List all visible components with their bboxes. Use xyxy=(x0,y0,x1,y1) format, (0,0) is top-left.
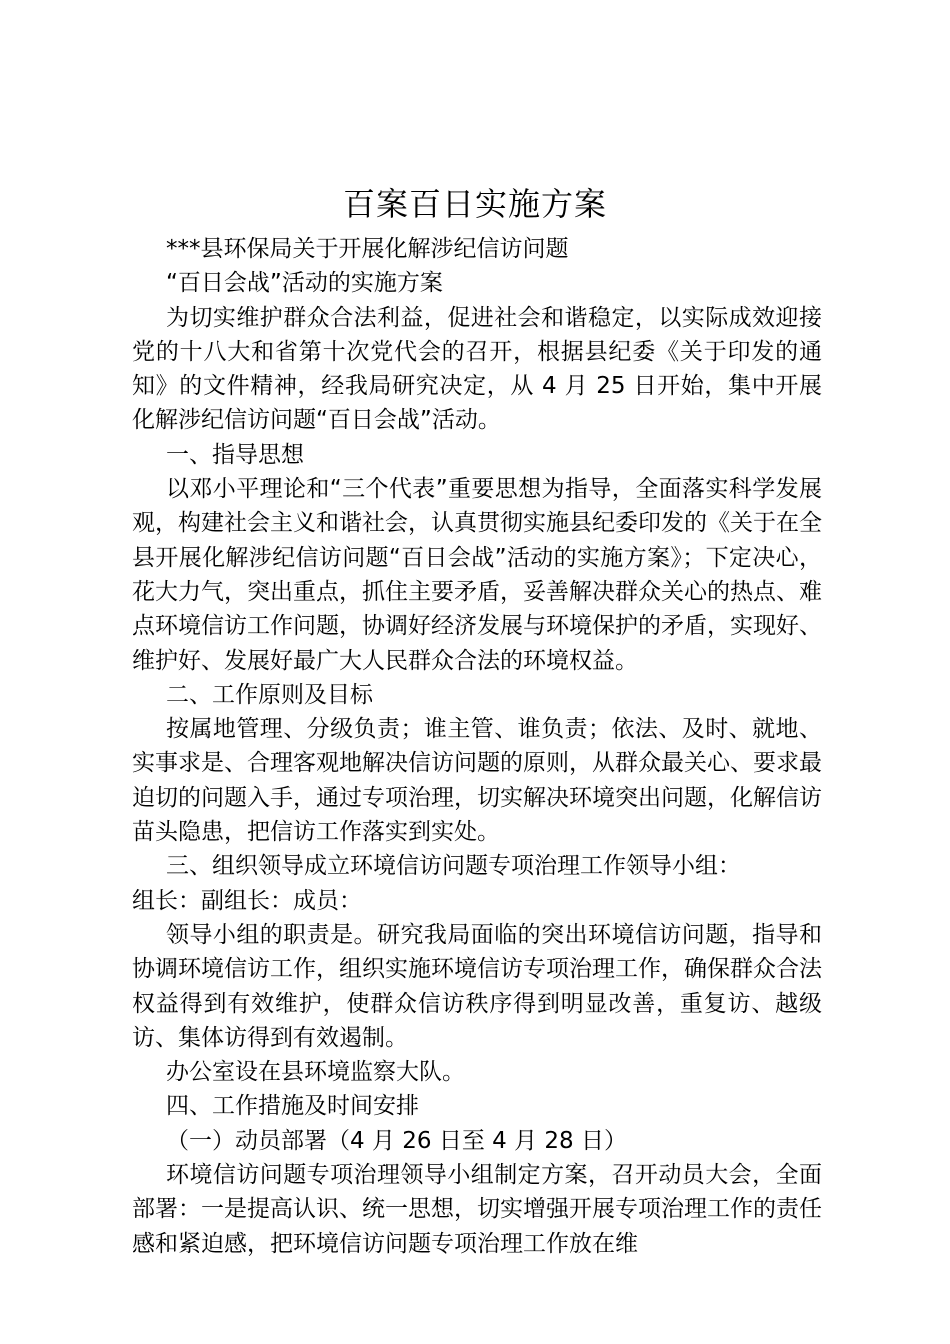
paragraph: ***县环保局关于开展化解涉纪信访问题 xyxy=(166,236,569,262)
paragraph: 三、组织领导成立环境信访问题专项治理工作领导小组： xyxy=(166,853,741,880)
paragraph: 二、工作原则及目标 xyxy=(166,681,373,708)
paragraph: 为切实维护群众合法利益，促进社会和谐稳定，以实际成效迎接党的十八大和省第十次党代会的召开，根据县纪委《关于印发的通知》的文件精神，经我局研究决定，从 4 月 25 日开始，集中开展化解涉纪信访问题“百日会战”活动。 xyxy=(132,304,822,434)
paragraph: 组长：副组长：成员： xyxy=(132,887,362,914)
paragraph: 办公室设在县环境监察大队。 xyxy=(166,1059,465,1086)
paragraph: 四、工作措施及时间安排 xyxy=(166,1093,419,1120)
paragraph: 按属地管理、分级负责；谁主管、谁负责；依法、及时、就地、实事求是、合理客观地解决信访问题的原则，从群众最关心、要求最迫切的问题入手，通过专项治理，切实解决环境突出问题，化解信访苗头隐患，把信访工作落实到实处。 xyxy=(132,716,822,846)
paragraph: 以邓小平理论和“三个代表”重要思想为指导，全面落实科学发展观，构建社会主义和谐社会，认真贯彻实施县纪委印发的《关于在全县开展化解涉纪信访问题“百日会战”活动的实施方案》；下定决心，花大力气，突出重点，抓住主要矛盾，妥善解决群众关心的热点、难点环境信访工作问题，协调好经济发展与环境保护的矛盾，实现好、维护好、发展好最广大人民群众合法的环境权益。 xyxy=(132,476,822,674)
document-body xyxy=(132,232,822,1261)
paragraph: 环境信访问题专项治理领导小组制定方案，召开动员大会，全面部署：一是提高认识、统一思想，切实增强开展专项治理工作的责任感和紧迫感，把环境信访问题专项治理工作放在维 xyxy=(132,1162,822,1257)
paragraph: “百日会战”活动的实施方案 xyxy=(166,270,443,297)
paragraph: （一）动员部署（4 月 26 日至 4 月 28 日） xyxy=(166,1127,627,1154)
paragraph: 一、指导思想 xyxy=(166,441,304,468)
document-title: 百案百日实施方案 xyxy=(342,185,607,223)
paragraph: 领导小组的职责是。研究我局面临的突出环境信访问题，指导和协调环境信访工作，组织实施环境信访专项治理工作，确保群众合法权益得到有效维护，使群众信访秩序得到明显改善，重复访、越级访、集体访得到有效遏制。 xyxy=(132,921,822,1051)
